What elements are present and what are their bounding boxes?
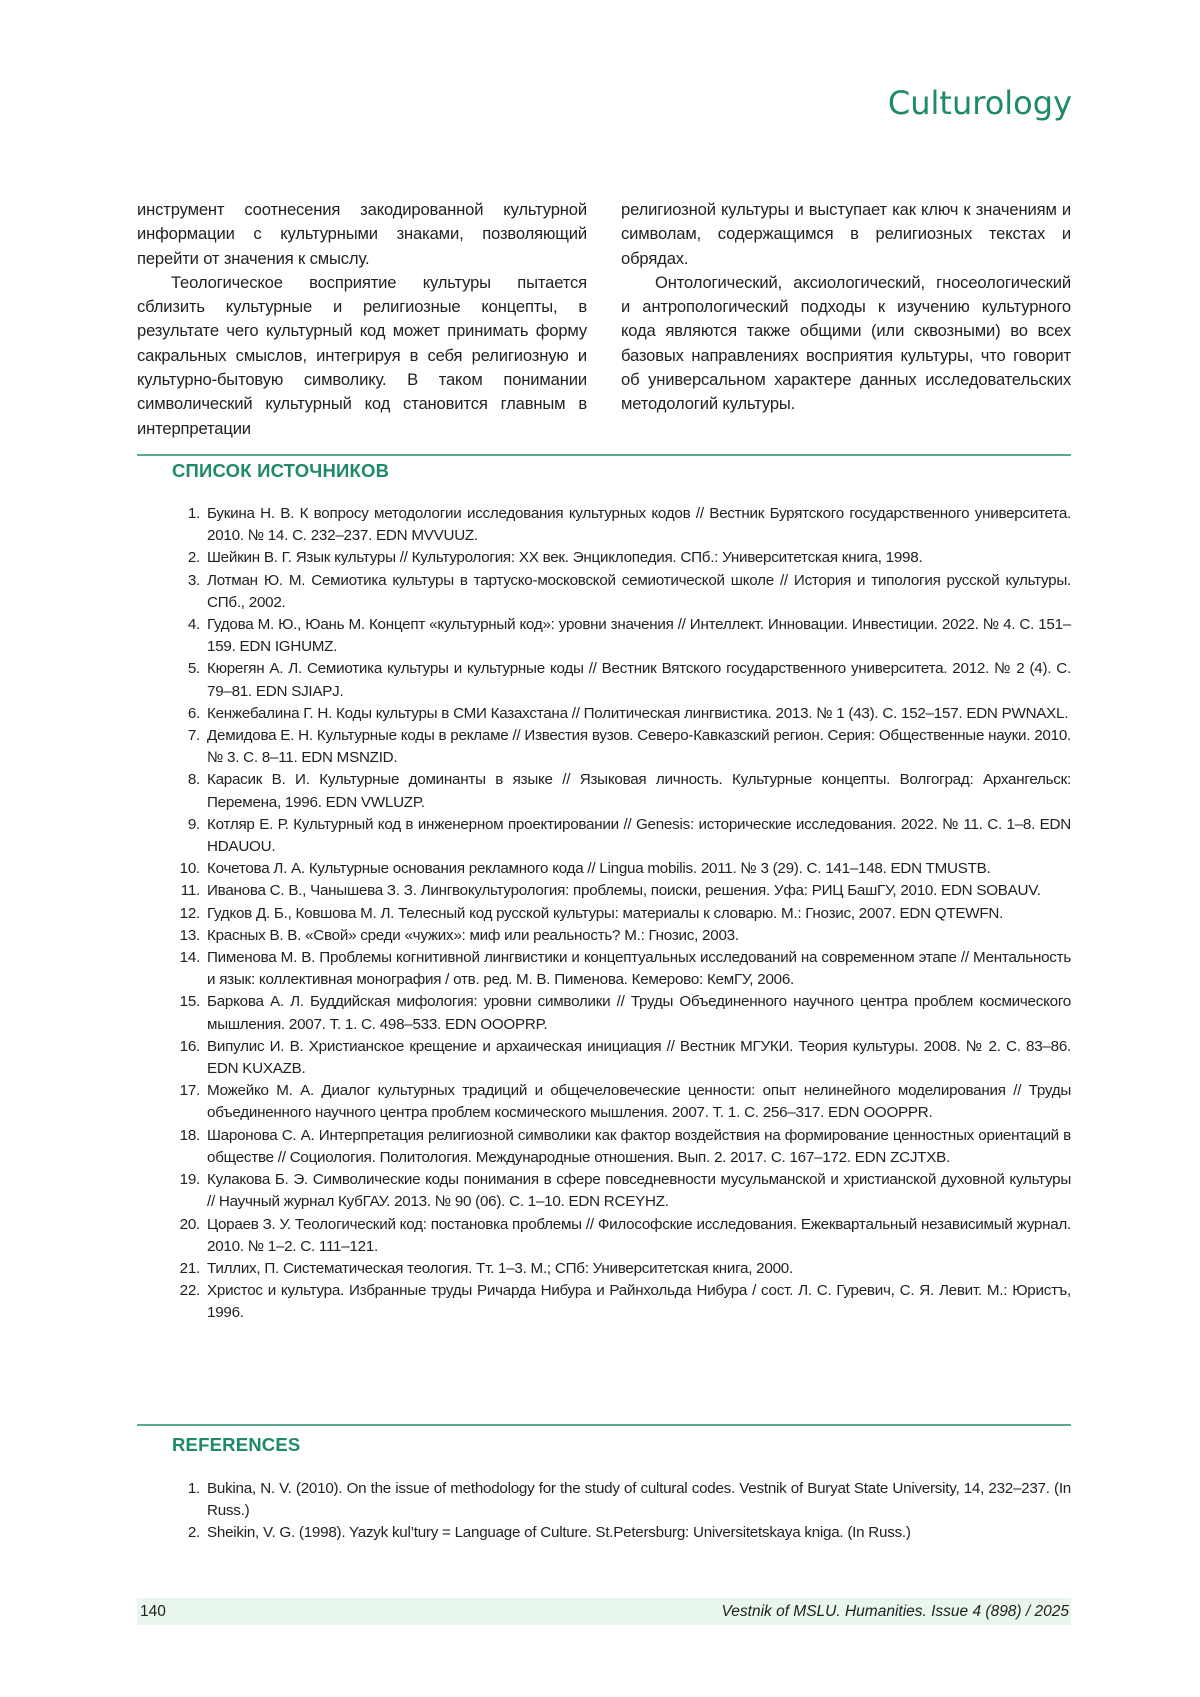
body-text <box>137 198 1071 441</box>
reference-number: 3. <box>172 570 200 592</box>
reference-text: Кюрегян А. Л. Семиотика культуры и культурные коды // Вестник Вятского государственного университета. 2012. № 2 (4). С. 79–81. EDN SJIAPJ. <box>207 660 1071 699</box>
reference-item <box>172 1478 1071 1522</box>
reference-item <box>172 725 1071 769</box>
reference-number: 9. <box>172 814 200 836</box>
sources-heading: СПИСОК ИСТОЧНИКОВ <box>172 460 389 482</box>
paragraph: инструмент соотнесения закодированной культур­ной информации с культурными знаками, позволя­ющий перейти от значения к смыслу. <box>137 198 587 271</box>
reference-text: Лотман Ю. М. Семиотика культуры в тартуско-московской семиотической школе // История и типология рус­ской культуры. СПб., 2002. <box>207 572 1071 611</box>
reference-item <box>172 880 1071 902</box>
reference-text: Bukina, N. V. (2010). On the issue of methodology for the study of cultural codes. Vestnik of Buryat State Univer­sity, 14, 232–237. (In Russ.) <box>207 1480 1071 1519</box>
reference-number: 16. <box>172 1036 200 1058</box>
reference-number: 14. <box>172 947 200 969</box>
reference-number: 4. <box>172 614 200 636</box>
reference-number: 8. <box>172 769 200 791</box>
reference-number: 22. <box>172 1280 200 1302</box>
reference-number: 7. <box>172 725 200 747</box>
reference-number: 19. <box>172 1169 200 1191</box>
reference-item <box>172 903 1071 925</box>
reference-number: 6. <box>172 703 200 725</box>
reference-item <box>172 1169 1071 1213</box>
reference-text: Карасик В. И. Культурные доминанты в языке // Языковая личность. Культурные концепты. Волгоград: Архан­гельск: Перемена, 1996. EDN VWLUZP. <box>207 771 1071 810</box>
sources-list <box>172 503 1071 1325</box>
reference-item <box>172 814 1071 858</box>
reference-number: 15. <box>172 991 200 1013</box>
reference-item <box>172 1522 1071 1544</box>
reference-text: Христос и культура. Избранные труды Ричарда Нибура и Райнхольда Нибура / сост. Л. С. Гуревич, С. Я. Левит. М.: Юристъ, 1996. <box>207 1282 1071 1321</box>
reference-text: Шейкин В. Г. Язык культуры // Культурология: XX век. Энциклопедия. СПб.: Университетская книга, 1998. <box>207 549 922 566</box>
reference-text: Иванова С. В., Чанышева З. З. Лингвокультурология: проблемы, поиски, решения. Уфа: РИЦ БашГУ, 2010. EDN SOBAUV. <box>207 882 1041 899</box>
reference-text: Баркова А. Л. Буддийская мифология: уровни символики // Труды Объединенного научного центра проблем космического мышления. 2007. Т. 1. С. 498–533. EDN OOOPRP. <box>207 993 1071 1032</box>
reference-item <box>172 1125 1071 1169</box>
reference-text: Кенжебалина Г. Н. Коды культуры в СМИ Казахстана // Политическая лингвистика. 2013. № 1 (43). С. 152–157. EDN PWNAXL. <box>207 705 1068 722</box>
reference-text: Демидова Е. Н. Культурные коды в рекламе // Известия вузов. Северо-Кавказский регион. Серия: Обществен­ные науки. 2010. № 3. С. 8–11. EDN MSNZID. <box>207 727 1071 766</box>
references-list <box>172 1478 1071 1545</box>
right-column <box>621 198 1071 441</box>
reference-number: 1. <box>172 1478 200 1500</box>
reference-number: 18. <box>172 1125 200 1147</box>
reference-text: Букина Н. В. К вопросу методологии исследования культурных кодов // Вестник Бурятского государственного университета. 2010. № 14. С. 232–237. EDN MVVUUZ. <box>207 505 1071 544</box>
reference-number: 10. <box>172 858 200 880</box>
reference-number: 20. <box>172 1214 200 1236</box>
reference-text: Кулакова Б. Э. Символические коды понимания в сфере повседневности мусульманской и христианской духовной культуры // Научный журнал КубГАУ. 2013. № 90 (06). С. 1–10. EDN RCEYHZ. <box>207 1171 1071 1210</box>
page-footer <box>137 1598 1071 1625</box>
reference-item <box>172 547 1071 569</box>
reference-item <box>172 1280 1071 1324</box>
reference-text: Котляр Е. Р. Культурный код в инженерном проектировании // Genesis: исторические исследования. 2022. № 11. С. 1–8. EDN HDAUOU. <box>207 816 1071 855</box>
left-column <box>137 198 587 441</box>
reference-text: Кочетова Л. А. Культурные основания рекламного кода // Lingua mobilis. 2011. № 3 (29). С. 141–148. EDN TMUSTB. <box>207 860 990 877</box>
divider <box>137 454 1071 456</box>
reference-item <box>172 1036 1071 1080</box>
reference-item <box>172 991 1071 1035</box>
reference-text: Гудова М. Ю., Юань М. Концепт «культурный код»: уровни значения // Интеллект. Инновации. Инвестиции. 2022. № 4. С. 151–159. EDN IGHUMZ. <box>207 616 1071 655</box>
reference-number: 5. <box>172 658 200 680</box>
reference-text: Можейко М. А. Диалог культурных традиций и общечеловеческие ценности: опыт нелинейного моделирования // Труды объединенного научного центра проблем космического мышления. 2007. Т. 1. С. 256–317. EDN OOOPPR. <box>207 1082 1071 1121</box>
reference-number: 13. <box>172 925 200 947</box>
paragraph: Онтологический, аксиологический, гносеоло­гический и антропологический подходы к изуче­нию культурного кода являются также общими (или сквозными) во всех базовых направлениях восприятия культуры, что говорит об универсаль­ном характере данных исследовательских мето­дологий культуры. <box>621 271 1071 417</box>
journal-title: Vestnik of MSLU. Humanities. Issue 4 (898) / 2025 <box>722 1598 1069 1625</box>
section-title: Culturology <box>888 84 1072 122</box>
reference-item <box>172 658 1071 702</box>
reference-number: 11. <box>172 880 200 902</box>
reference-text: Цораев З. У. Теологический код: постановка проблемы // Философские исследования. Ежеквартальный неза­висимый журнал. 2010. № 1–2. С. 111–121. <box>207 1216 1071 1255</box>
reference-item <box>172 503 1071 547</box>
reference-number: 1. <box>172 503 200 525</box>
reference-number: 17. <box>172 1080 200 1102</box>
reference-item <box>172 703 1071 725</box>
reference-item <box>172 1258 1071 1280</box>
reference-item <box>172 570 1071 614</box>
reference-item <box>172 858 1071 880</box>
reference-text: Випулис И. В. Христианское крещение и архаическая инициация // Вестник МГУКИ. Теория культуры. 2008. № 2. С. 83–86. EDN KUXAZB. <box>207 1038 1071 1077</box>
reference-text: Тиллих, П. Систематическая теология. Тт. 1–3. М.; СПб: Университетская книга, 2000. <box>207 1260 793 1277</box>
references-heading: REFERENCES <box>172 1434 300 1456</box>
page-number: 140 <box>140 1598 166 1625</box>
reference-item <box>172 1080 1071 1124</box>
reference-item <box>172 769 1071 813</box>
reference-text: Красных В. В. «Свой» среди «чужих»: миф или реальность? М.: Гнозис, 2003. <box>207 927 739 944</box>
reference-text: Пименова М. В. Проблемы когнитивной лингвистики и концептуальных исследований на современном эта­пе // Ментальность и язык: коллективная монография / отв. ред. М. В. Пименова. Кемерово: КемГУ, 2006. <box>207 949 1071 988</box>
reference-number: 2. <box>172 1522 200 1544</box>
reference-item <box>172 947 1071 991</box>
reference-number: 2. <box>172 547 200 569</box>
reference-number: 21. <box>172 1258 200 1280</box>
reference-item <box>172 1214 1071 1258</box>
reference-text: Гудков Д. Б., Ковшова М. Л. Телесный код русской культуры: материалы к словарю. М.: Гнозис, 2007. EDN QTEWFN. <box>207 905 1003 922</box>
paragraph: Теологическое восприятие культуры пытает­ся сблизить культурные и религиозные концепты, в результате чего культурный код может прини­мать форму сакральных смыслов, интегрируя в себя религиозную и культурно-бытовую сим­волику. В таком понимании символический куль­турный код становится главным в интерпретации <box>137 271 587 441</box>
reference-number: 12. <box>172 903 200 925</box>
reference-text: Шаронова С. А. Интерпретация религиозной символики как фактор воздействия на формирование ценностных ориентаций в обществе // Социология. Политология. Международные отношения. Вып. 2. 2017. С. 167–172. EDN ZCJTXB. <box>207 1127 1071 1166</box>
divider <box>137 1424 1071 1426</box>
reference-item <box>172 614 1071 658</box>
reference-item <box>172 925 1071 947</box>
reference-text: Sheikin, V. G. (1998). Yazyk kul’tury = Language of Culture. St.Petersburg: Universitetskaya kniga. (In Russ.) <box>207 1524 911 1541</box>
paragraph: религиозной культуры и выступает как ключ к значениям и символам, содержащимся в рели­гиозных текстах и обрядах. <box>621 198 1071 271</box>
